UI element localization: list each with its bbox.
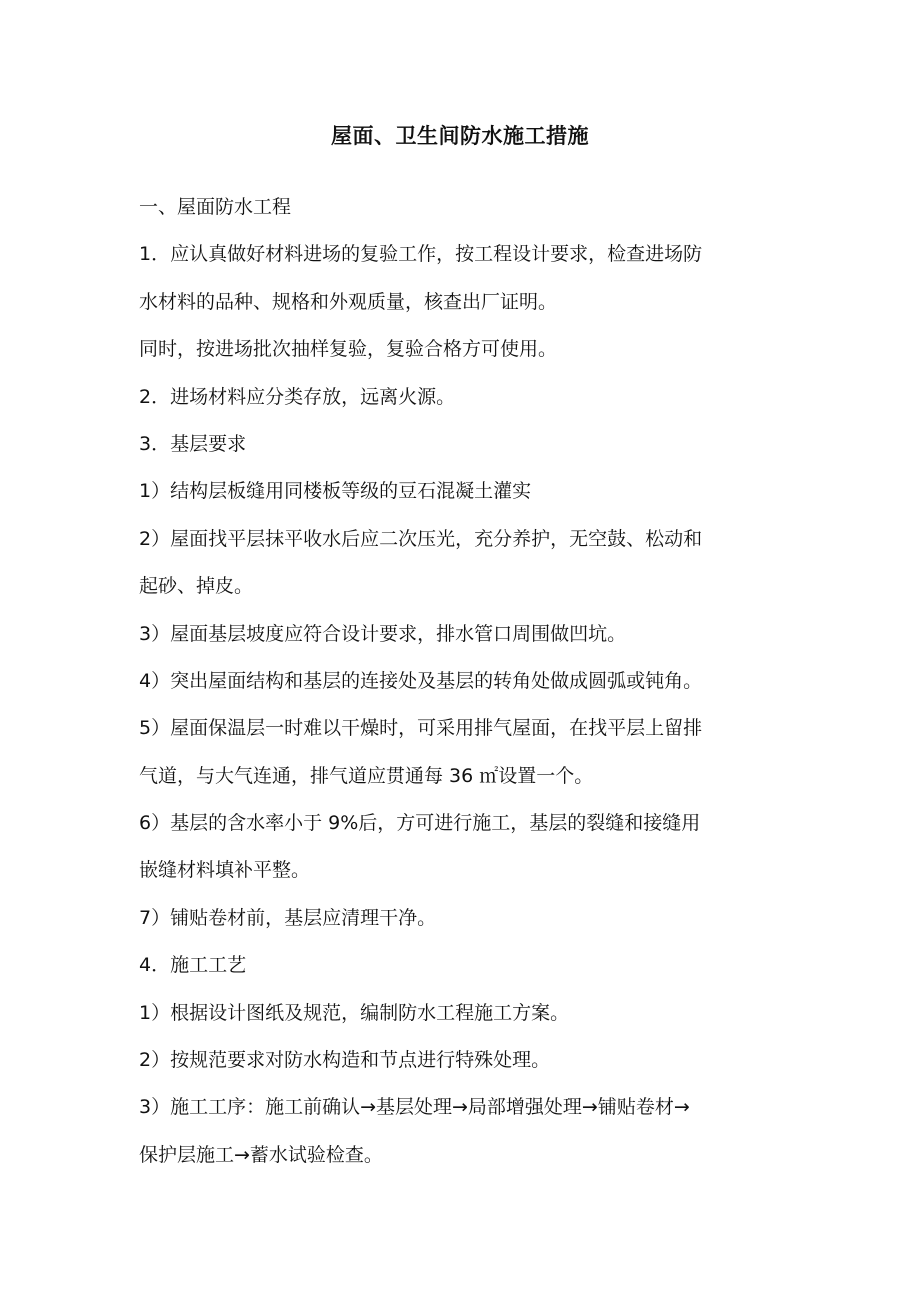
paragraph-line: 1）根据设计图纸及规范，编制防水工程施工方案。	[139, 1001, 570, 1024]
paragraph-line: 同时，按进场批次抽样复验，复验合格方可使用。	[139, 338, 558, 361]
paragraph-line: 气道，与大气连通，排气道应贯通每 36 ㎡设置一个。	[139, 764, 594, 787]
paragraph-line: 1）结构层板缝用同楼板等级的豆石混凝土灌实	[139, 480, 532, 503]
paragraph-line: 起砂、掉皮。	[139, 575, 254, 598]
paragraph-line: 7）铺贴卷材前，基层应清理干净。	[139, 906, 437, 929]
paragraph-line: 2）屋面找平层抹平收水后应二次压光，充分养护，无空鼓、松动和	[139, 527, 703, 550]
document-body	[139, 189, 784, 1184]
paragraph-line: 3）施工工序：施工前确认→基层处理→局部增强处理→铺贴卷材→	[139, 1096, 690, 1119]
paragraph-line: 水材料的品种、规格和外观质量，核查出厂证明。	[139, 290, 558, 313]
subsection-heading-construction-process: 4．施工工艺	[139, 954, 247, 977]
section-heading-roof-waterproofing: 一、屋面防水工程	[139, 196, 292, 218]
paragraph-line: 嵌缝材料填补平整。	[139, 859, 311, 882]
paragraph-line: 保护层施工→蓄水试验检查。	[139, 1143, 383, 1166]
paragraph-line: 1．应认真做好材料进场的复验工作，按工程设计要求，检查进场防	[139, 243, 703, 266]
paragraph-line: 5）屋面保温层一时难以干燥时，可采用排气屋面，在找平层上留排	[139, 717, 703, 740]
paragraph-line: 2．进场材料应分类存放，远离火源。	[139, 385, 456, 408]
subsection-heading-base-requirements: 3．基层要求	[139, 432, 247, 455]
paragraph-line: 2）按规范要求对防水构造和节点进行特殊处理。	[139, 1049, 551, 1072]
paragraph-line: 6）基层的含水率小于 9%后，方可进行施工，基层的裂缝和接缝用	[139, 812, 701, 835]
paragraph-line: 4）突出屋面结构和基层的连接处及基层的转角处做成圆弧或钝角。	[139, 669, 703, 692]
document-title: 屋面、卫生间防水施工措施	[331, 124, 589, 148]
paragraph-line: 3）屋面基层坡度应符合设计要求，排水管口周围做凹坑。	[139, 622, 627, 645]
